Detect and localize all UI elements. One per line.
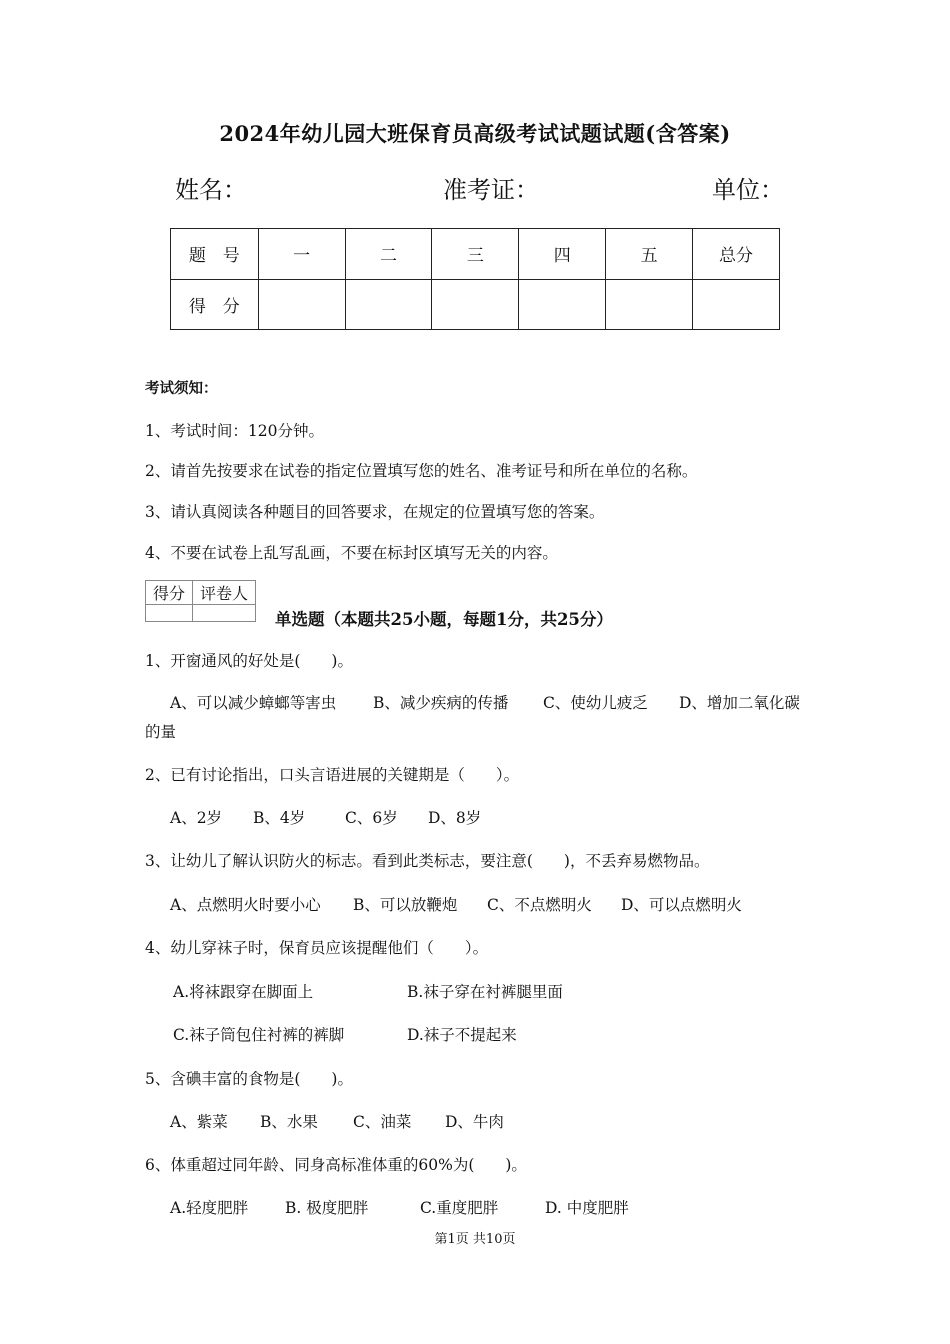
- option-b: B、可以放鞭炮: [353, 896, 458, 914]
- question-stem: 2、已有讨论指出，口头言语进展的关键期是（ ）。: [145, 766, 520, 784]
- score-row-label: 得 分: [171, 279, 259, 330]
- notice-item: 2、请首先按要求在试卷的指定位置填写您的姓名、准考证号和所在单位的名称。: [145, 462, 698, 480]
- score-cell[interactable]: [432, 279, 519, 330]
- notice-item: 3、请认真阅读各种题目的回答要求，在规定的位置填写您的答案。: [145, 503, 605, 521]
- score-table-header-row: [171, 229, 780, 280]
- name-label: 姓名：: [175, 176, 247, 204]
- section-title: 单选题（本题共25小题，每题1分，共25分）: [275, 610, 613, 629]
- score-cell[interactable]: [345, 279, 432, 330]
- option-c: C、6岁: [345, 809, 398, 827]
- score-header-cell: 题 号: [171, 229, 259, 280]
- score-header-cell: 总分: [693, 229, 780, 280]
- option-b: B.袜子穿在衬裤腿里面: [407, 983, 563, 1001]
- score-header-cell: 一: [258, 229, 345, 280]
- notice-heading: 考试须知：: [145, 380, 218, 397]
- option-b: B. 极度肥胖: [285, 1199, 369, 1217]
- score-table-score-row: [171, 279, 780, 330]
- unit-label: 单位：: [712, 176, 784, 204]
- option-b: B、4岁: [253, 809, 306, 827]
- notice-item: 4、不要在试卷上乱写乱画，不要在标封区填写无关的内容。: [145, 544, 558, 562]
- option-c: C、不点燃明火: [487, 896, 592, 914]
- question-stem: 3、让幼儿了解认识防火的标志。看到此类标志，要注意( )，不丢弃易燃物品。: [145, 852, 710, 870]
- option-c: C、使幼儿疲乏: [543, 694, 648, 712]
- option-d: D、8岁: [428, 809, 482, 827]
- score-table: [170, 228, 780, 330]
- question-stem: 1、开窗通风的好处是( )。: [145, 652, 353, 670]
- question-stem: 4、幼儿穿袜子时，保育员应该提醒他们（ ）。: [145, 939, 489, 957]
- option-d: D、牛肉: [445, 1113, 504, 1131]
- option-d: D.袜子不提起来: [407, 1026, 517, 1044]
- score-cell[interactable]: [606, 279, 693, 330]
- option-d: D、增加二氧化碳: [679, 694, 800, 712]
- score-header-cell: 五: [606, 229, 693, 280]
- document-title: 2024年幼儿园大班保育员高级考试试题试题(含答案): [219, 121, 731, 146]
- score-cell[interactable]: [693, 279, 780, 330]
- notice-item: 1、考试时间：120分钟。: [145, 422, 324, 440]
- score-header-cell: 四: [519, 229, 606, 280]
- option-a: A、可以减少蟑螂等害虫: [170, 694, 337, 712]
- exam-id-label: 准考证：: [443, 176, 539, 204]
- score-cell[interactable]: [258, 279, 345, 330]
- score-header-cell: 二: [345, 229, 432, 280]
- option-a: A.将袜跟穿在脚面上: [173, 983, 314, 1001]
- score-cell[interactable]: [519, 279, 606, 330]
- option-c: C.重度肥胖: [420, 1199, 499, 1217]
- option-a: A、点燃明火时要小心: [170, 896, 321, 914]
- option-c: C.袜子筒包住衬裤的裤脚: [173, 1026, 345, 1044]
- grader-score-cell[interactable]: [146, 605, 193, 622]
- option-a: A、2岁: [170, 809, 223, 827]
- grader-reviewer-label: 评卷人: [193, 581, 256, 605]
- grader-reviewer-cell[interactable]: [193, 605, 256, 622]
- grader-box: [145, 580, 256, 622]
- option-b: B、水果: [260, 1113, 318, 1131]
- question-stem: 6、体重超过同年龄、同身高标准体重的60%为( )。: [145, 1156, 527, 1174]
- option-c: C、油菜: [353, 1113, 412, 1131]
- option-b: B、减少疾病的传播: [373, 694, 509, 712]
- option-d-continued: 的量: [145, 723, 177, 741]
- option-d: D. 中度肥胖: [545, 1199, 629, 1217]
- question-stem: 5、含碘丰富的食物是( )。: [145, 1070, 353, 1088]
- grader-score-label: 得分: [146, 581, 193, 605]
- page-footer: 第1页 共10页: [434, 1232, 516, 1247]
- option-d: D、可以点燃明火: [621, 896, 742, 914]
- option-a: A.轻度肥胖: [170, 1199, 249, 1217]
- score-header-cell: 三: [432, 229, 519, 280]
- option-a: A、紫菜: [170, 1113, 228, 1131]
